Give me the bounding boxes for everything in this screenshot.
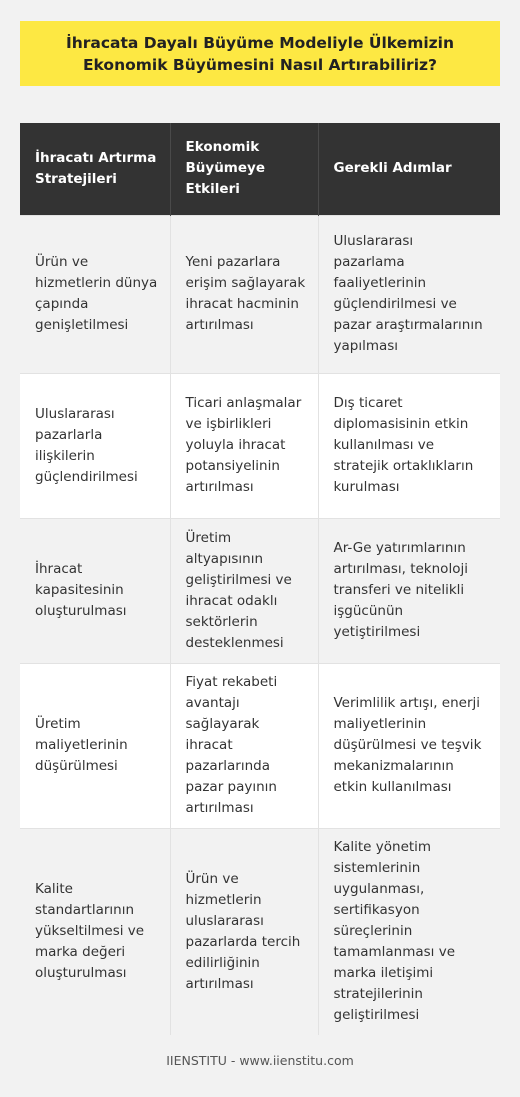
table-cell-effect: Üretim altyapısının geliştirilmesi ve ihracat odaklı sektörlerin desteklenmesi bbox=[170, 518, 318, 663]
table-cell-strategy: Ürün ve hizmetlerin dünya çapında genişletilmesi bbox=[20, 215, 170, 373]
table-row bbox=[20, 828, 500, 1035]
strategy-table bbox=[20, 123, 500, 1035]
table-row bbox=[20, 663, 500, 828]
column-header-strategies: İhracatı Artırma Stratejileri bbox=[20, 123, 170, 215]
footer-credit: IIENSTITU - www.iienstitu.com bbox=[166, 1053, 354, 1068]
table-cell-steps: Uluslararası pazarlama faaliyetlerinin güçlendirilmesi ve pazar araştırmalarının yapılması bbox=[318, 215, 500, 373]
table-row bbox=[20, 215, 500, 373]
table-cell-strategy: Üretim maliyetlerinin düşürülmesi bbox=[20, 663, 170, 828]
table-cell-steps: Verimlilik artışı, enerji maliyetlerinin düşürülmesi ve teşvik mekanizmalarının etkin kullanılması bbox=[318, 663, 500, 828]
table-cell-effect: Ürün ve hizmetlerin uluslararası pazarlarda tercih edilirliğinin artırılması bbox=[170, 828, 318, 1035]
table-cell-effect: Ticari anlaşmalar ve işbirlikleri yoluyla ihracat potansiyelinin artırılması bbox=[170, 373, 318, 518]
table-cell-steps: Dış ticaret diplomasisinin etkin kullanılması ve stratejik ortaklıkların kurulması bbox=[318, 373, 500, 518]
table-cell-strategy: İhracat kapasitesinin oluşturulması bbox=[20, 518, 170, 663]
table-cell-effect: Fiyat rekabeti avantajı sağlayarak ihracat pazarlarında pazar payının artırılması bbox=[170, 663, 318, 828]
table-cell-strategy: Kalite standartlarının yükseltilmesi ve marka değeri oluşturulması bbox=[20, 828, 170, 1035]
table-row bbox=[20, 518, 500, 663]
title-banner bbox=[20, 21, 500, 86]
table-cell-strategy: Uluslararası pazarlarla ilişkilerin güçlendirilmesi bbox=[20, 373, 170, 518]
table-cell-steps: Kalite yönetim sistemlerinin uygulanması, sertifikasyon süreçlerinin tamamlanması ve marka iletişimi stratejilerinin geliştirilmesi bbox=[318, 828, 500, 1035]
table-cell-steps: Ar-Ge yatırımlarının artırılması, teknoloji transferi ve nitelikli işgücünün yetiştirilmesi bbox=[318, 518, 500, 663]
column-header-effects: Ekonomik Büyümeye Etkileri bbox=[170, 123, 318, 215]
table-cell-effect: Yeni pazarlara erişim sağlayarak ihracat hacminin artırılması bbox=[170, 215, 318, 373]
column-header-steps: Gerekli Adımlar bbox=[318, 123, 500, 215]
page-title: İhracata Dayalı Büyüme Modeliyle Ülkemizin Ekonomik Büyümesini Nasıl Artırabiliriz? bbox=[65, 33, 455, 74]
table-row bbox=[20, 373, 500, 518]
table-header-row bbox=[20, 123, 500, 215]
